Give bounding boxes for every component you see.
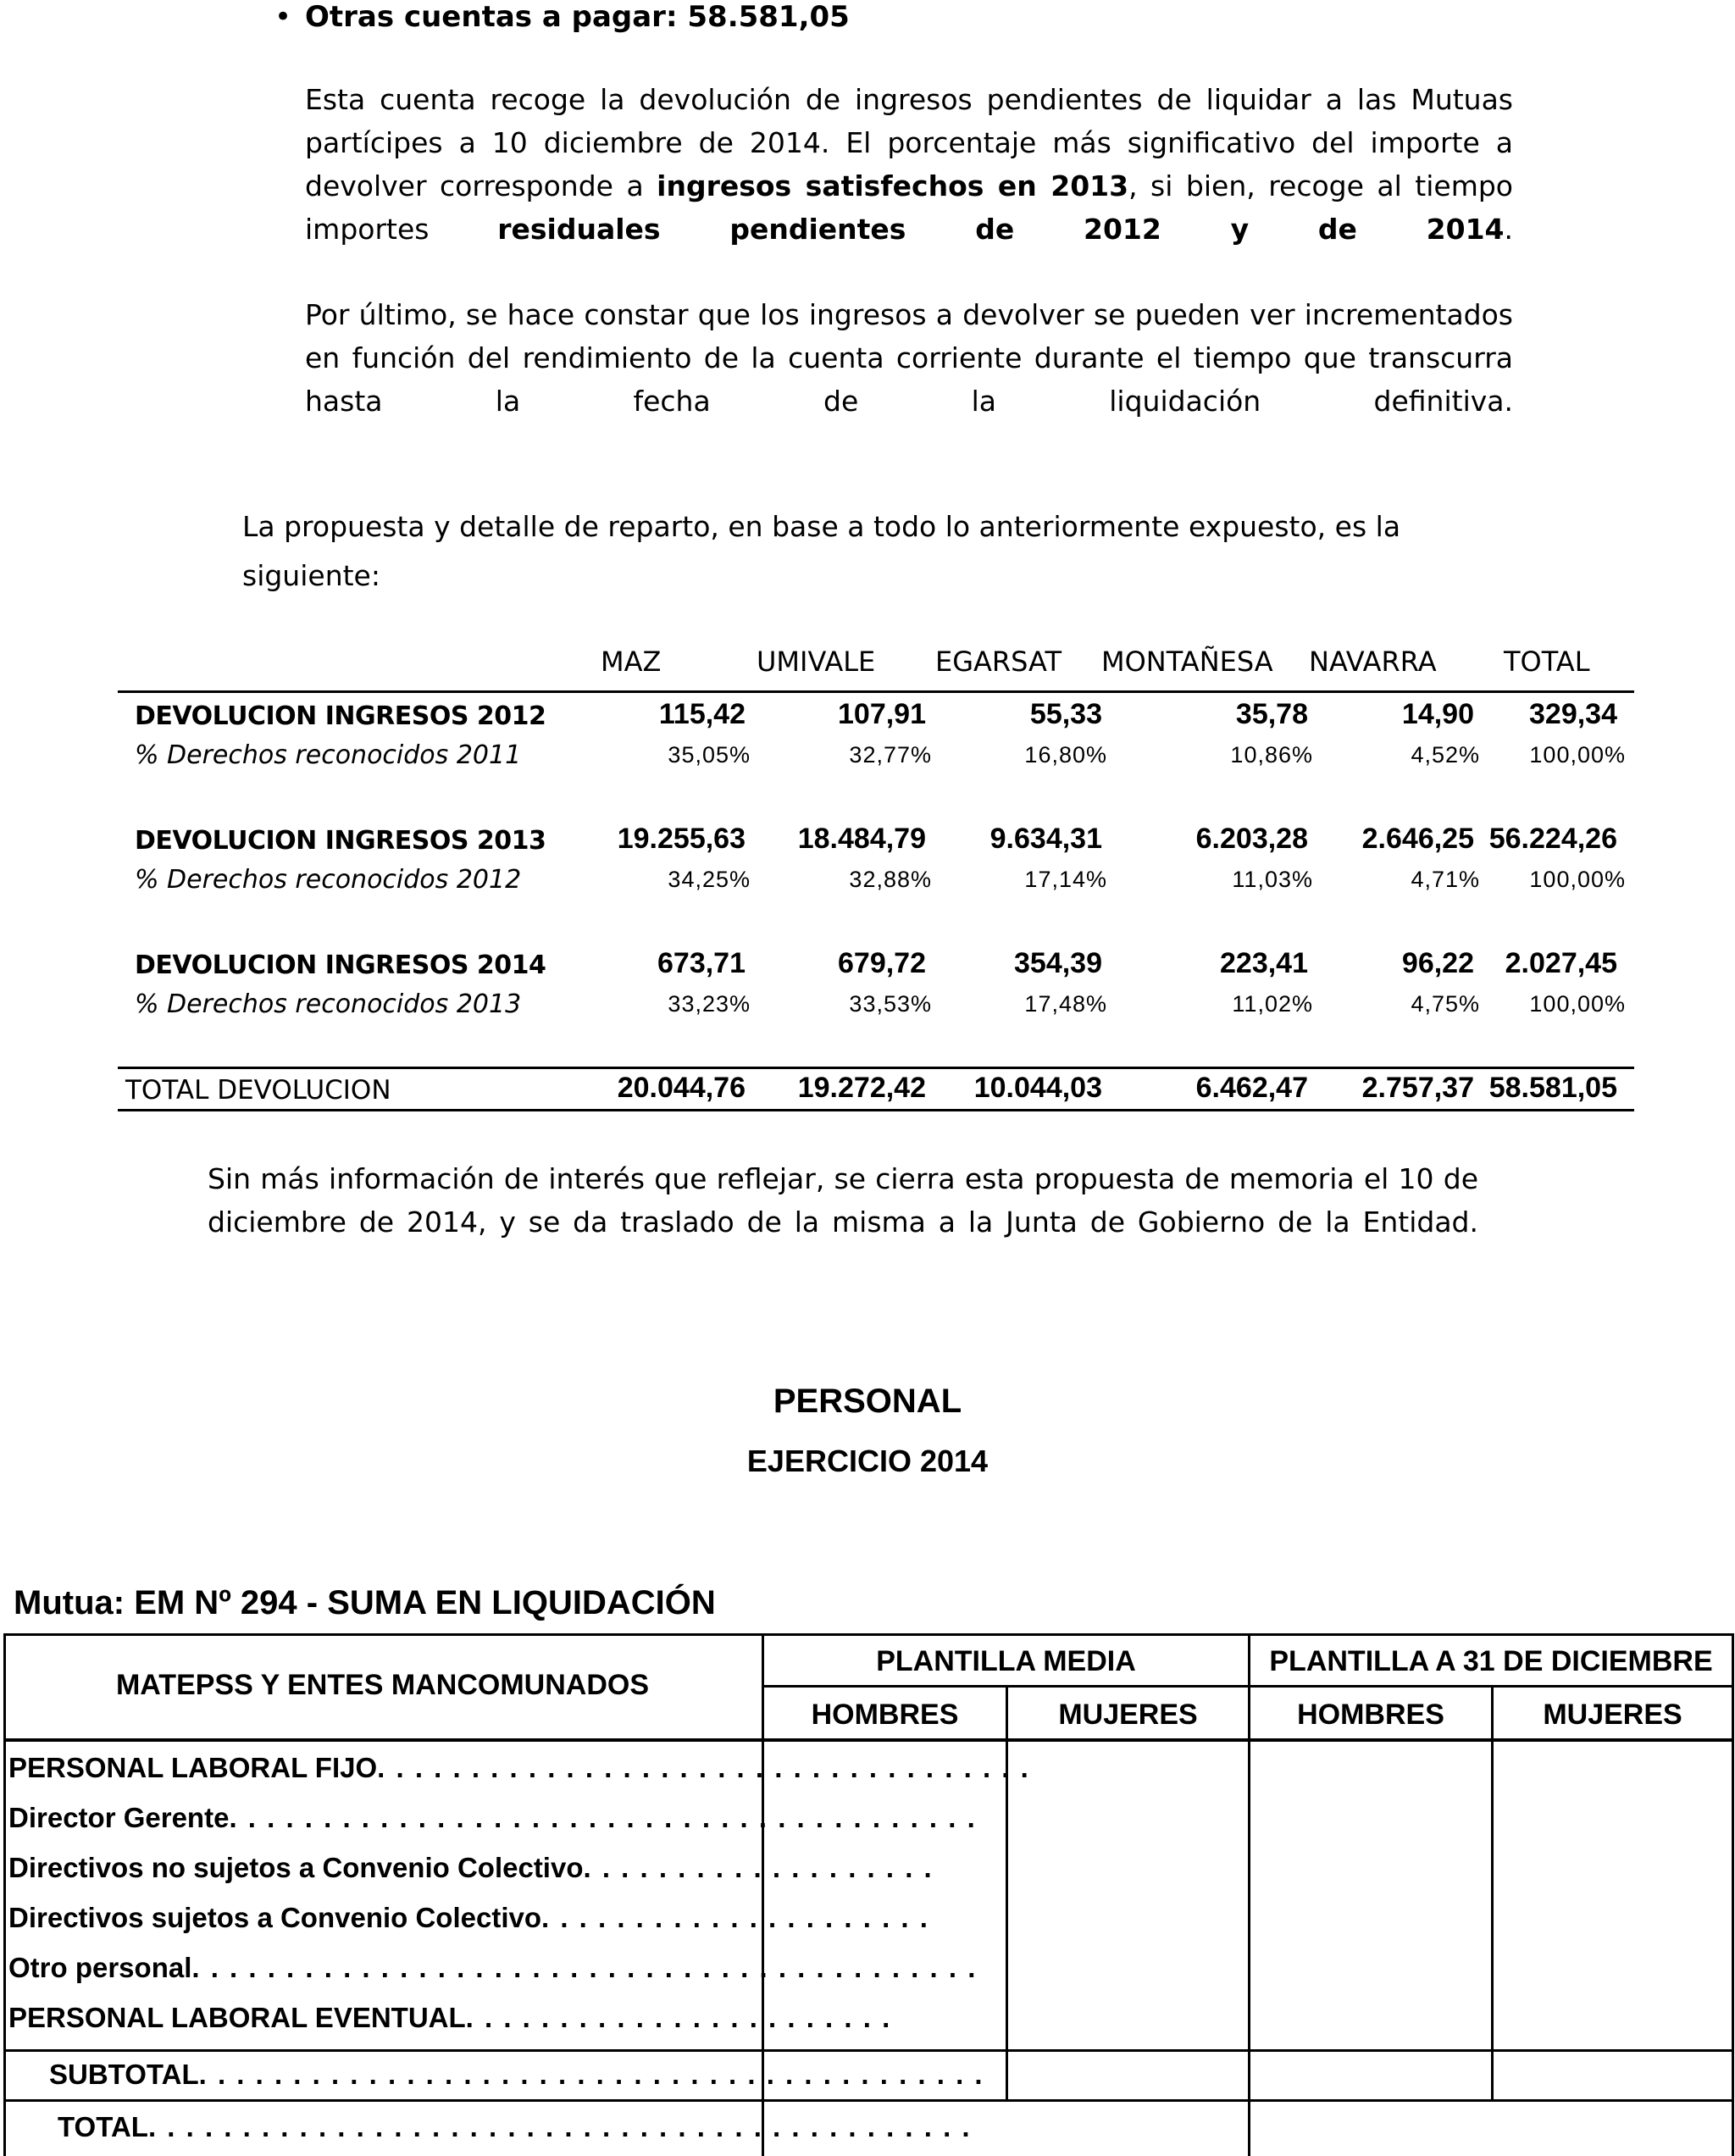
col-header-hombres-media: HOMBRES	[811, 1699, 959, 1731]
row-label-2012: DEVOLUCION INGRESOS 2012	[135, 701, 546, 731]
row-subtotal: SUBTOTAL. . . . . . . . . . . . . . . . . . . . . . . . . . . . . . . . . . . . . . . . . .	[49, 2059, 984, 2090]
value-montanesa-2014: 223,41	[1220, 947, 1308, 979]
border-left	[3, 1633, 6, 2156]
distribution-table	[118, 635, 1634, 1115]
total-navarra: 2.757,37	[1361, 1072, 1474, 1104]
paragraph-ultimo: Por último, se hace constar que los ingresos a devolver se pueden ver incrementados en función del rendimiento de la cuenta corriente durante el tiempo que transcurra hasta la fecha de la liquidación definitiva.	[305, 298, 1513, 418]
total-total: 58.581,05	[1488, 1072, 1617, 1104]
row-total: TOTAL. . . . . . . . . . . . . . . . . . . . . . . . . . . . . . . . . . . . . . . . . . . .	[58, 2111, 972, 2142]
heading-personal: PERSONAL	[773, 1383, 962, 1420]
total-top-rule-personal	[3, 2099, 1734, 2102]
total-top-rule	[118, 1067, 1634, 1069]
pct-montanesa-2012: 11,03%	[1232, 867, 1313, 892]
bullet-text: Otras cuentas a pagar: 58.581,05	[305, 0, 850, 34]
value-navarra-2012: 14,90	[1401, 698, 1474, 730]
total-egarsat: 10.044,03	[973, 1072, 1102, 1104]
para1-bold-1: ingresos satisfechos en 2013	[657, 169, 1129, 202]
table-bottom-rule	[118, 1109, 1634, 1111]
col-header-navarra: NAVARRA	[1309, 646, 1437, 678]
col-header-hombres-diciembre: HOMBRES	[1297, 1699, 1444, 1731]
pct-navarra-2013: 4,75%	[1411, 991, 1480, 1017]
value-montanesa-2013: 6.203,28	[1195, 823, 1308, 855]
para1-text-3: .	[1504, 213, 1513, 246]
value-navarra-2014: 96,22	[1401, 947, 1474, 979]
value-total-2014: 2.027,45	[1505, 947, 1617, 979]
header-bottom-rule	[3, 1738, 1734, 1742]
bullet-symbol: •	[274, 0, 292, 34]
row-pct-label-2012: % Derechos reconocidos 2012	[135, 865, 522, 895]
row-otro-personal: Otro personal. . . . . . . . . . . . . . . . . . . . . . . . . . . . . . . . . . . . . . . . . .	[8, 1952, 978, 1983]
header-mid-rule	[762, 1685, 1734, 1688]
pct-umivale-2012: 32,88%	[849, 867, 932, 892]
value-montanesa-2012: 35,78	[1235, 698, 1308, 730]
pct-maz-2012: 34,25%	[668, 867, 751, 892]
table-top-rule	[118, 690, 1634, 693]
group-header-plantilla-media: PLANTILLA MEDIA	[876, 1645, 1136, 1677]
para3-line-1: La propuesta y detalle de reparto, en base a todo lo anteriormente expuesto, es la	[242, 510, 1401, 543]
col-header-egarsat: EGARSAT	[935, 646, 1062, 678]
col-header-matepss: MATEPSS Y ENTES MANCOMUNADOS	[115, 1669, 650, 1701]
paragraph-devolucion	[305, 78, 1513, 294]
para3-line-2: siguiente:	[242, 559, 380, 592]
pct-montanesa-2013: 11,02%	[1232, 991, 1313, 1017]
row-label-total: TOTAL DEVOLUCION	[125, 1075, 391, 1106]
total-umivale: 19.272,42	[797, 1072, 926, 1104]
row-personal-laboral-fijo: PERSONAL LABORAL FIJO. . . . . . . . . . . . . . . . . . . . . . . . . . . . . . . . . . .	[8, 1752, 1030, 1783]
group-header-plantilla-diciembre: PLANTILLA A 31 DE DICIEMBRE	[1269, 1645, 1713, 1677]
pct-egarsat-2013: 17,48%	[1024, 991, 1107, 1017]
row-pct-label-2011: % Derechos reconocidos 2011	[135, 740, 522, 770]
value-umivale-2013: 18.484,79	[797, 823, 926, 855]
subtotal-top-rule	[3, 2049, 1734, 2052]
col-header-maz: MAZ	[601, 646, 662, 678]
col-header-montanesa: MONTAÑESA	[1101, 646, 1273, 678]
para1-bold-2: residuales pendientes de 2012 y de 2014	[497, 213, 1505, 246]
pct-total-2011: 100,00%	[1529, 742, 1626, 768]
row-personal-laboral-eventual: PERSONAL LABORAL EVENTUAL. . . . . . . . . . . . . . . . . . . . . . .	[8, 2002, 892, 2033]
personal-table	[3, 1633, 1734, 2156]
heading-ejercicio: EJERCICIO 2014	[746, 1444, 989, 1478]
paragraph-propuesta	[242, 502, 1479, 601]
pct-maz-2011: 35,05%	[668, 742, 751, 768]
row-director-gerente: Director Gerente. . . . . . . . . . . . . . . . . . . . . . . . . . . . . . . . . . . . . . . .	[8, 1802, 977, 1833]
pct-egarsat-2012: 17,14%	[1024, 867, 1107, 892]
value-egarsat-2012: 55,33	[1029, 698, 1102, 730]
col-header-umivale: UMIVALE	[757, 646, 876, 678]
pct-umivale-2013: 33,53%	[849, 991, 932, 1017]
pct-total-2012: 100,00%	[1529, 867, 1626, 892]
value-total-2013: 56.224,26	[1488, 823, 1617, 855]
row-label-2013: DEVOLUCION INGRESOS 2013	[135, 826, 546, 856]
pct-navarra-2012: 4,71%	[1411, 867, 1480, 892]
paragraph-cierre: Sin más información de interés que reflejar, se cierra esta propuesta de memoria el 10 de diciembre de 2014, y se da traslado de la misma a la Junta de Gobierno de la Entidad.	[208, 1162, 1478, 1239]
pct-navarra-2011: 4,52%	[1411, 742, 1480, 768]
pct-egarsat-2011: 16,80%	[1024, 742, 1107, 768]
mutua-title: Mutua: EM Nº 294 - SUMA EN LIQUIDACIÓN	[14, 1584, 716, 1621]
pct-montanesa-2011: 10,86%	[1230, 742, 1313, 768]
value-egarsat-2014: 354,39	[1014, 947, 1102, 979]
value-maz-2014: 673,71	[657, 947, 746, 979]
value-umivale-2012: 107,91	[838, 698, 926, 730]
pct-umivale-2011: 32,77%	[849, 742, 932, 768]
col-header-mujeres-media: MUJERES	[1058, 1699, 1198, 1731]
row-directivos-sujetos: Directivos sujetos a Convenio Colectivo. . . . . . . . . . . . . . . . . . . . .	[8, 1902, 929, 1933]
bullet-item	[274, 0, 850, 34]
value-total-2012: 329,34	[1529, 698, 1617, 730]
row-label-2014: DEVOLUCION INGRESOS 2014	[135, 951, 546, 980]
value-maz-2013: 19.255,63	[617, 823, 746, 855]
total-montanesa: 6.462,47	[1195, 1072, 1308, 1104]
divider-pm-hm	[1006, 1686, 1008, 2101]
para1-text-1: Esta cuenta recoge la devolución de ingresos pendientes de liquidar a las Mutuas partícipes a 10 diciembre de 2014. El porcentaje más significativo del importe a devolver corresponde a	[305, 83, 1513, 202]
row-pct-label-2013: % Derechos reconocidos 2013	[135, 989, 522, 1019]
row-directivos-no-sujetos: Directivos no sujetos a Convenio Colectivo. . . . . . . . . . . . . . . . . . .	[8, 1852, 934, 1883]
value-umivale-2014: 679,72	[838, 947, 926, 979]
border-top	[3, 1633, 1734, 1636]
col-header-total: TOTAL	[1504, 646, 1590, 678]
pct-total-2013: 100,00%	[1529, 991, 1626, 1017]
total-maz: 20.044,76	[617, 1072, 746, 1104]
value-navarra-2013: 2.646,25	[1361, 823, 1474, 855]
pct-maz-2013: 33,23%	[668, 991, 751, 1017]
para1-text-2: , si bien, recoge al tiempo importes	[305, 169, 1513, 246]
value-maz-2012: 115,42	[658, 698, 746, 730]
value-egarsat-2013: 9.634,31	[989, 823, 1102, 855]
divider-pd-hm	[1491, 1686, 1494, 2101]
border-right	[1732, 1633, 1734, 2156]
col-header-mujeres-diciembre: MUJERES	[1543, 1699, 1682, 1731]
